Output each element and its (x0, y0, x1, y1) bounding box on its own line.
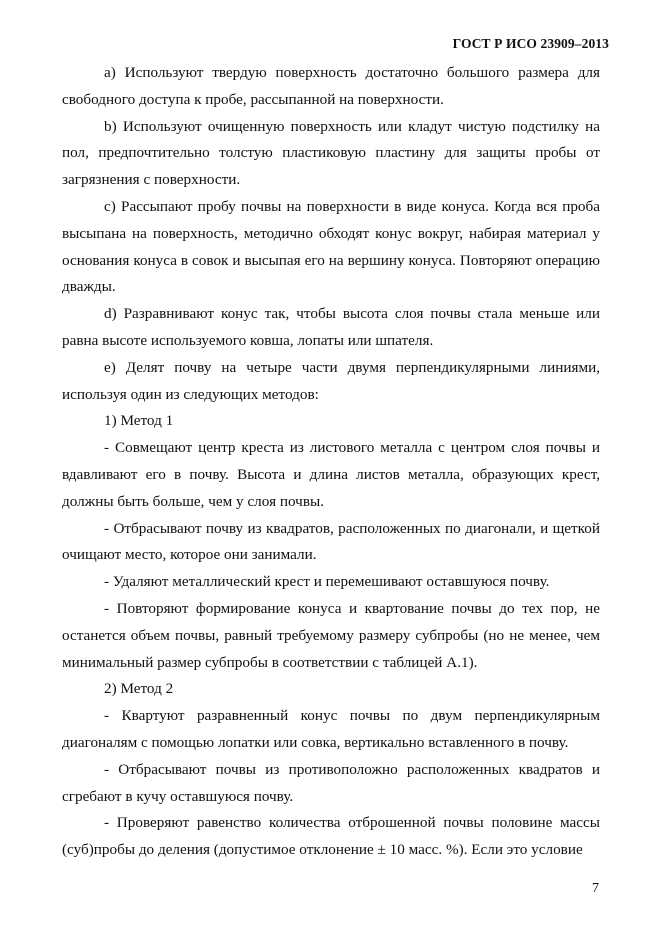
method-2-step-3: - Проверяют равенство количества отброшенной почвы половине массы (суб)пробы до деления (допустимое отклонение ± 10 масс. %). Если это условие (62, 814, 600, 859)
paragraph-item-b: b) Используют очищенную поверхность или кладут чистую подстилку на пол, предпочтительно толстую пластиковую пластину для защиты пробы от загрязнения с поверхности. (62, 117, 600, 189)
paragraph-item-a: а) Используют твердую поверхность достаточно большого размера для свободного доступа к пробе, рассыпанной на поверхности. (62, 64, 600, 108)
method-1-step-4: - Повторяют формирование конуса и квартование почвы до тех пор, не останется объем почвы, равный требуемому размеру субпробы (но не менее, чем минимальный размер субпробы в соответствии с таблицей А.1). (62, 599, 600, 671)
document-body (62, 60, 600, 864)
paragraph-item-c: c) Рассыпают пробу почвы на поверхности в виде конуса. Когда вся проба высыпана на поверхность, методично обходят конус вокруг, набирая материал у основания конуса в совок и высыпая его на вершину конуса. Повторяют операцию дважды. (62, 197, 600, 296)
page-number: 7 (592, 881, 599, 896)
document-code-header: ГОСТ Р ИСО 23909–2013 (452, 36, 609, 51)
paragraph-item-e: е) Делят почву на четыре части двумя перпендикулярными линиями, используя один из следующих методов: (62, 358, 600, 403)
method-1-heading: 1) Метод 1 (104, 412, 174, 430)
paragraph-item-d: d) Разравнивают конус так, чтобы высота слоя почвы стала меньше или равна высоте используемого ковша, лопаты или шпателя. (62, 305, 600, 349)
method-2-step-1: - Квартуют разравненный конус почвы по двум перпендикулярным диагоналям с помощью лопатки или совка, вертикально вставленного в почву. (62, 707, 600, 751)
method-2-step-2: - Отбрасывают почвы из противоположно расположенных квадратов и сгребают в кучу оставшуюся почву. (62, 760, 600, 805)
method-2-heading: 2) Метод 2 (104, 680, 174, 698)
method-1-step-3: - Удаляют металлический крест и перемешивают оставшуюся почву. (104, 573, 550, 591)
method-1-step-1: - Совмещают центр креста из листового металла с центром слоя почвы и вдавливают его в почву. Высота и длина листов металла, образующих крест, должны быть больше, чем у слоя почвы. (62, 439, 600, 510)
method-1-step-2: - Отбрасывают почву из квадратов, расположенных по диагонали, и щеткой очищают место, которое они занимали. (62, 519, 600, 564)
